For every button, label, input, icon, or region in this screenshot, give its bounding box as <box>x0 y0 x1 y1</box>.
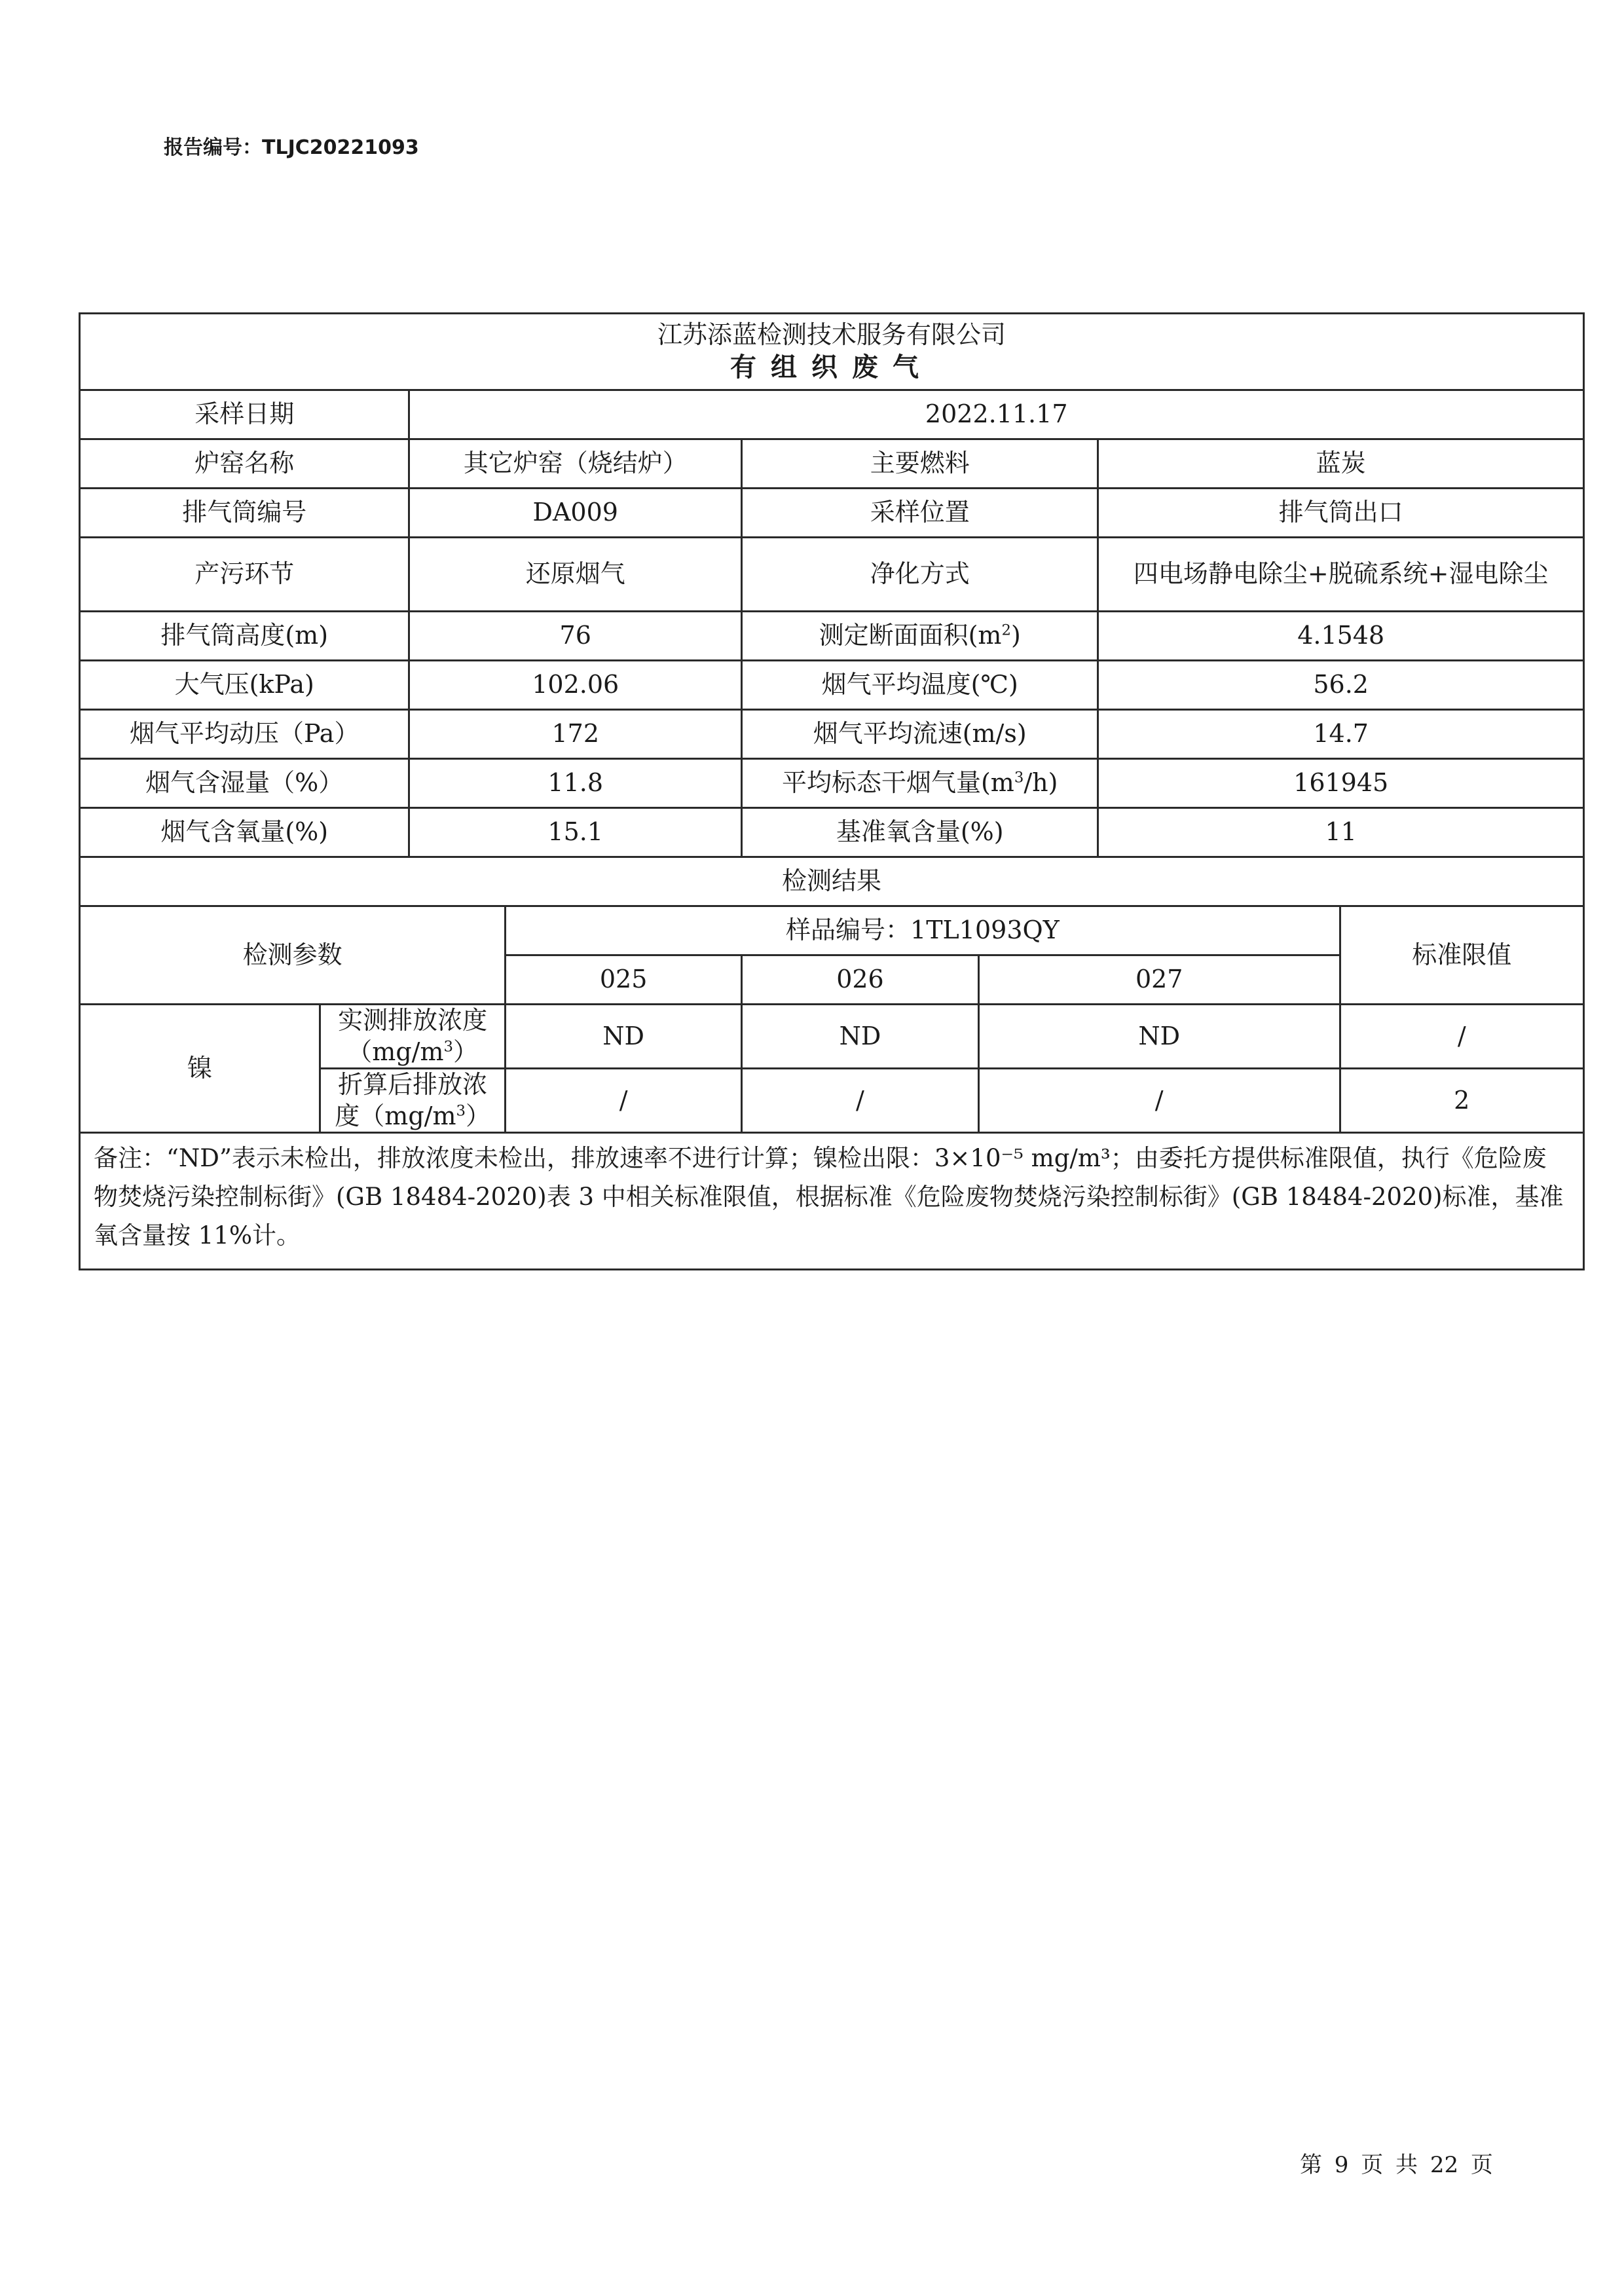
ref-oxygen-label: 基准氧含量(%) <box>742 808 1098 857</box>
avg-velocity-label: 烟气平均流速(m/s) <box>742 710 1098 759</box>
avg-temp-value: 56.2 <box>1098 661 1584 710</box>
stack-height-value: 76 <box>409 612 742 661</box>
sampling-position-value: 排气筒出口 <box>1098 489 1584 538</box>
dry-flow-label: 平均标态干烟气量$(m^3/h)$ <box>742 759 1098 808</box>
sample-no-header: 样品编号：1TL1093QY <box>506 906 1340 955</box>
main-fuel-label: 主要燃料 <box>742 439 1098 489</box>
sample-id: 027 <box>978 955 1340 1005</box>
param-header: 检测参数 <box>80 906 506 1005</box>
section-area-value: 4.1548 <box>1098 612 1584 661</box>
ref-oxygen-value: 11 <box>1098 808 1584 857</box>
pressure-label: 大气压(kPa) <box>80 661 409 710</box>
pollution-stage-label: 产污环节 <box>80 538 409 612</box>
stack-no-value: DA009 <box>409 489 742 538</box>
table-title <box>80 314 1584 390</box>
sample-id: 025 <box>506 955 742 1005</box>
stack-height-label: 排气筒高度(m) <box>80 612 409 661</box>
moisture-label: 烟气含湿量（%） <box>80 759 409 808</box>
pollution-stage-value: 还原烟气 <box>409 538 742 612</box>
company-name: 江苏添蓝检测技术服务有限公司 <box>657 320 1006 350</box>
sampling-date-value: 2022.11.17 <box>409 390 1584 439</box>
converted-label: 折算后排放浓度$(mg/m^3)$ <box>320 1069 506 1133</box>
report-number-label: 报告编号： <box>164 136 262 159</box>
oxygen-label: 烟气含氧量(%) <box>80 808 409 857</box>
dyn-pressure-value: 172 <box>409 710 742 759</box>
section-area-label: 测定断面面积$(m^2)$ <box>742 612 1098 661</box>
sample-id: 026 <box>742 955 979 1005</box>
stack-no-label: 排气筒编号 <box>80 489 409 538</box>
results-heading: 检测结果 <box>80 857 1584 906</box>
sampling-date-label: 采样日期 <box>80 390 409 439</box>
table-subtitle: 有组织废气 <box>730 352 933 382</box>
purification-label: 净化方式 <box>742 538 1098 612</box>
avg-velocity-value: 14.7 <box>1098 710 1584 759</box>
main-fuel-value: 蓝炭 <box>1098 439 1584 489</box>
element-name: 镍 <box>80 1005 320 1133</box>
converted-value: / <box>742 1069 979 1133</box>
oxygen-value: 15.1 <box>409 808 742 857</box>
measured-value: ND <box>978 1005 1340 1069</box>
measured-label: 实测排放浓度$(mg/m^3)$ <box>320 1005 506 1069</box>
waste-gas-table <box>79 312 1585 1270</box>
sampling-position-label: 采样位置 <box>742 489 1098 538</box>
measured-limit: / <box>1340 1005 1583 1069</box>
avg-temp-label: 烟气平均温度(℃) <box>742 661 1098 710</box>
converted-value: / <box>978 1069 1340 1133</box>
kiln-name-label: 炉窑名称 <box>80 439 409 489</box>
measured-value: ND <box>742 1005 979 1069</box>
converted-limit: 2 <box>1340 1069 1583 1133</box>
moisture-value: 11.8 <box>409 759 742 808</box>
report-number-value: TLJC20221093 <box>262 136 419 159</box>
dry-flow-value: 161945 <box>1098 759 1584 808</box>
measured-value: ND <box>506 1005 742 1069</box>
purification-value: 四电场静电除尘+脱硫系统+湿电除尘 <box>1098 538 1584 612</box>
page-number: 第 9 页 共 22 页 <box>1300 2152 1493 2178</box>
kiln-name-value: 其它炉窑（烧结炉） <box>409 439 742 489</box>
converted-value: / <box>506 1069 742 1133</box>
limit-header: 标准限值 <box>1340 906 1583 1005</box>
dyn-pressure-label: 烟气平均动压（Pa） <box>80 710 409 759</box>
report-number <box>164 131 419 160</box>
pressure-value: 102.06 <box>409 661 742 710</box>
notes: 备注：“ND”表示未检出，排放浓度未检出，排放速率不进行计算；镍检出限：3×10⁻⁵ mg/m³；由委托方提供标准限值，执行《危险废物焚烧污染控制标街》(GB 18484-2020)表 3 中相关标准限值，根据标准《危险废物焚烧污染控制标街》(GB 18484-2020)标准，基准氧含量按 11%计。 <box>80 1133 1584 1270</box>
